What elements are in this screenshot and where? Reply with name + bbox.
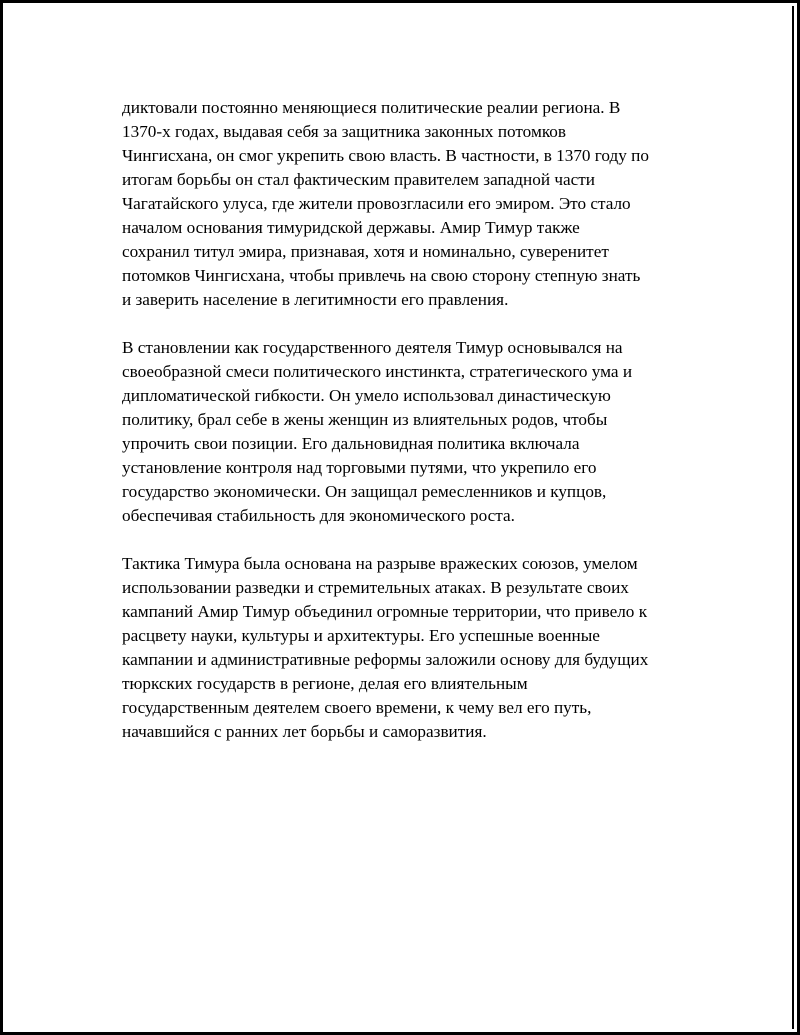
paragraph-line: кампании и административные реформы заложили основу для будущих [122,650,649,669]
paragraph-2 [122,336,712,528]
paragraph-line: 1370-х годах, выдавая себя за защитника законных потомков [122,122,567,141]
paragraph-line: кампаний Амир Тимур объединил огромные территории, что привело к [122,602,648,621]
paragraph-line: установление контроля над торговыми путями, что укрепило его [122,458,597,477]
paragraph-line: государственным деятелем своего времени, к чему вел его путь, [122,698,592,717]
paragraph-line: В становлении как государственного деятеля Тимур основывался на [122,338,623,357]
paragraph-3 [122,552,712,744]
paragraph-line: началом основания тимуридской державы. Амир Тимур также [122,218,580,237]
paragraph-line: упрочить свои позиции. Его дальновидная политика включала [122,434,580,453]
paragraph-line: использовании разведки и стремительных атаках. В результате своих [122,578,629,597]
paragraph-line: государство экономически. Он защищал ремесленников и купцов, [122,482,607,501]
paragraph-line: расцвету науки, культуры и архитектуры. Его успешные военные [122,626,600,645]
paragraph-line: политику, брал себе в жены женщин из влиятельных родов, чтобы [122,410,608,429]
paragraph-1 [122,96,712,312]
paragraph-line: итогам борьбы он стал фактическим правителем западной части [122,170,595,189]
paragraph-line: Тактика Тимура была основана на разрыве вражеских союзов, умелом [122,554,638,573]
paragraph-line: дипломатической гибкости. Он умело использовал династическую [122,386,611,405]
paragraph-line: сохранил титул эмира, признавая, хотя и номинально, суверенитет [122,242,609,261]
paragraph-line: тюркских государств в регионе, делая его влиятельным [122,674,528,693]
document-body [122,96,712,768]
paragraph-line: Чингисхана, он смог укрепить свою власть. В частности, в 1370 году по [122,146,649,165]
paragraph-line: своеобразной смеси политического инстинкта, стратегического ума и [122,362,633,381]
paragraph-line: обеспечивая стабильность для экономического роста. [122,506,515,525]
paragraph-line: и заверить население в легитимности его правления. [122,290,509,309]
paragraph-line: диктовали постоянно меняющиеся политические реалии региона. В [122,98,621,117]
paragraph-line: Чагатайского улуса, где жители провозгласили его эмиром. Это стало [122,194,631,213]
paragraph-line: начавшийся с ранних лет борьбы и саморазвития. [122,722,487,741]
paragraph-line: потомков Чингисхана, чтобы привлечь на свою сторону степную знать [122,266,641,285]
